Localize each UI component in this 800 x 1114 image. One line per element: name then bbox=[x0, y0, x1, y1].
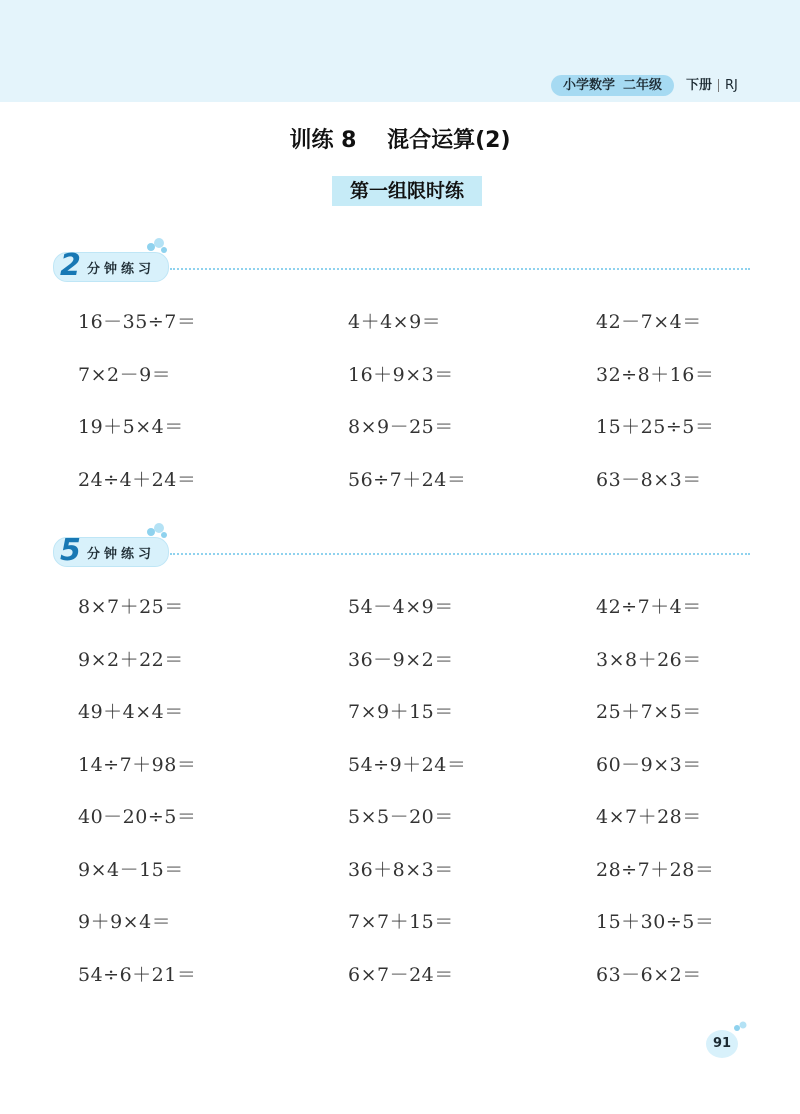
equation: 16＋9×3＝ bbox=[348, 363, 454, 386]
equation: 36＋8×3＝ bbox=[348, 858, 454, 881]
dotted-rule bbox=[170, 268, 750, 270]
equation: 6×7－24＝ bbox=[348, 963, 454, 986]
equation: 42－7×4＝ bbox=[596, 311, 702, 333]
equation: 8×9－25＝ bbox=[348, 416, 454, 438]
equation: 14÷7＋98＝ bbox=[78, 753, 197, 776]
droplet-icon bbox=[145, 522, 169, 540]
equation: 16－35÷7＝ bbox=[78, 311, 197, 333]
equation: 36－9×2＝ bbox=[348, 648, 454, 671]
section-badge bbox=[53, 248, 169, 283]
equation: 9＋9×4＝ bbox=[78, 911, 172, 933]
badge-minutes: 5 bbox=[60, 533, 81, 568]
series-tag bbox=[551, 75, 674, 96]
edition-label: RJ bbox=[725, 78, 738, 93]
equation: 9×2＋22＝ bbox=[78, 648, 184, 671]
equation: 24÷4＋24＝ bbox=[78, 468, 197, 491]
equation: 32÷8＋16＝ bbox=[596, 363, 715, 386]
equation: 28÷7＋28＝ bbox=[596, 858, 715, 881]
series-pill bbox=[551, 75, 674, 96]
equation: 4＋4×9＝ bbox=[348, 311, 442, 333]
equation: 56÷7＋24＝ bbox=[348, 468, 467, 491]
volume-label: 下册 bbox=[686, 78, 713, 93]
equation: 54÷6＋21＝ bbox=[78, 963, 197, 986]
divider bbox=[718, 79, 719, 92]
equation: 7×2－9＝ bbox=[78, 363, 172, 386]
page-title: 训练 8 混合运算(2) bbox=[289, 128, 511, 153]
header-band bbox=[0, 0, 800, 102]
equation: 7×9＋15＝ bbox=[348, 701, 454, 723]
dotted-rule bbox=[170, 553, 750, 555]
equation: 63－6×2＝ bbox=[596, 963, 702, 986]
equation: 54－4×9＝ bbox=[348, 596, 454, 618]
badge-label: 分钟练习 bbox=[87, 547, 156, 562]
equation: 9×4－15＝ bbox=[78, 858, 184, 881]
grade-label: 二年级 bbox=[623, 78, 663, 93]
equation: 7×7＋15＝ bbox=[348, 911, 454, 933]
equation: 3×8＋26＝ bbox=[596, 648, 702, 671]
equation: 40－20÷5＝ bbox=[78, 806, 197, 828]
badge-label: 分钟练习 bbox=[87, 262, 156, 277]
section-badge bbox=[53, 533, 169, 568]
series-volume bbox=[686, 75, 738, 96]
equation: 8×7＋25＝ bbox=[78, 596, 184, 618]
equation: 42÷7＋4＝ bbox=[596, 596, 702, 618]
group-label: 第一组限时练 bbox=[332, 176, 482, 206]
equation: 54÷9＋24＝ bbox=[348, 753, 467, 776]
subject-label: 小学数学 bbox=[563, 78, 616, 93]
equation: 4×7＋28＝ bbox=[596, 806, 702, 828]
badge-minutes: 2 bbox=[60, 248, 81, 283]
droplet-icon bbox=[145, 237, 169, 255]
equation: 49＋4×4＝ bbox=[78, 701, 184, 723]
page-number: 91 bbox=[706, 1030, 738, 1058]
droplet-icon bbox=[732, 1020, 748, 1034]
equation: 63－8×3＝ bbox=[596, 468, 702, 491]
section-header-2min bbox=[50, 249, 750, 289]
equation: 19＋5×4＝ bbox=[78, 416, 184, 438]
equation: 25＋7×5＝ bbox=[596, 701, 702, 723]
equation: 5×5－20＝ bbox=[348, 806, 454, 828]
equation: 15＋25÷5＝ bbox=[596, 416, 715, 438]
equation: 60－9×3＝ bbox=[596, 753, 702, 776]
section-header-5min bbox=[50, 534, 750, 574]
equation: 15＋30÷5＝ bbox=[596, 911, 715, 933]
